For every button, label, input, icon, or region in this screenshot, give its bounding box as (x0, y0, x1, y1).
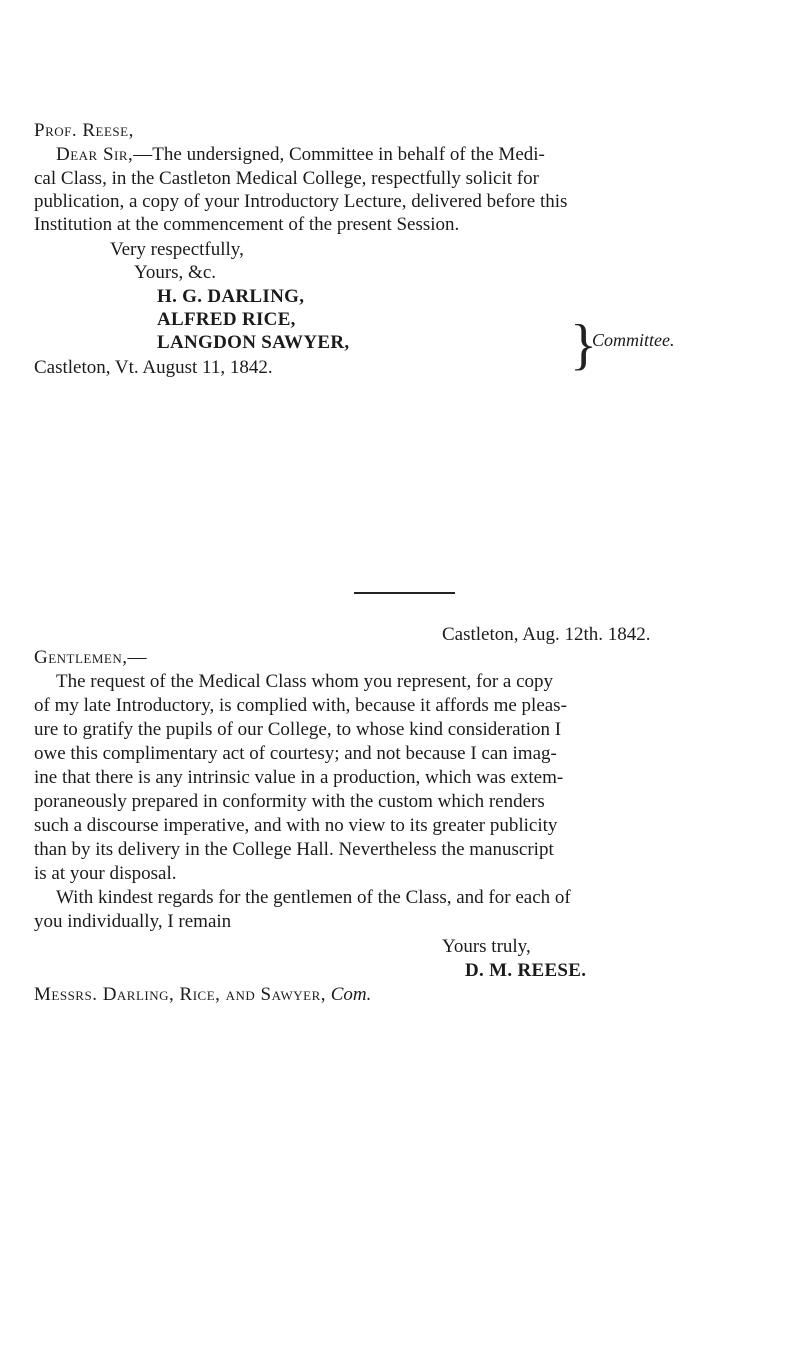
letter2-body-line: than by its delivery in the College Hall. Nevertheless the manuscript (34, 839, 554, 860)
letter2-salutation: Gentlemen,— (34, 647, 148, 668)
letter1-first-line (56, 144, 545, 166)
letter2-signature: D. M. REESE. (465, 960, 587, 981)
letter1-body-line: —The undersigned, Committee in behalf of the Medi- (133, 144, 545, 165)
letter1-salutation-dear: Dear Sir, (56, 144, 134, 165)
signer-darling: H. G. DARLING, (157, 286, 305, 307)
letter1-salutation-prof: Prof. Reese, (34, 120, 134, 141)
letter2-body-line: is at your disposal. (34, 863, 177, 884)
letter1-body-line: publication, a copy of your Introductory Lecture, delivered before this (34, 191, 568, 212)
letter2-body-line: poraneously prepared in conformity with the custom which renders (34, 791, 545, 812)
letter1-closing-yours: Yours, &c. (134, 262, 217, 283)
letter1-place-date: Castleton, Vt. August 11, 1842. (34, 357, 273, 378)
letter1-body-line: Institution at the commencement of the present Session. (34, 214, 460, 235)
section-divider (354, 592, 455, 594)
letter2-place-date: Castleton, Aug. 12th. 1842. (442, 624, 651, 645)
signer-rice: ALFRED RICE, (157, 309, 296, 330)
signer-sawyer: LANGDON SAWYER, (157, 332, 350, 353)
letter2-body-line: ine that there is any intrinsic value in a production, which was extem- (34, 767, 564, 788)
addressee-names: Messrs. Darling, Rice, and Sawyer, (34, 984, 326, 1005)
letter2-body-line: such a discourse imperative, and with no view to its greater publicity (34, 815, 558, 836)
letter2-body-line: of my late Introductory, is complied with, because it affords me pleas- (34, 695, 567, 716)
letter2-body-line: owe this complimentary act of courtesy; and not because I can imag- (34, 743, 557, 764)
addressee-com: Com. (330, 984, 372, 1005)
committee-label: Committee. (592, 330, 675, 350)
signers-brace: } (570, 314, 597, 376)
letter1-body-line: cal Class, in the Castleton Medical College, respectfully solicit for (34, 168, 539, 189)
letter2-body-line: The request of the Medical Class whom you represent, for a copy (56, 671, 554, 692)
letter1-closing-respectfully: Very respectfully, (110, 239, 244, 260)
letter2-body-line: With kindest regards for the gentlemen of the Class, and for each of (56, 887, 571, 908)
letter2-closing: Yours truly, (442, 936, 531, 957)
letter2-body-line: ure to gratify the pupils of our College, to whose kind consideration I (34, 719, 562, 740)
letter2-addressee (34, 984, 371, 1006)
letter2-body-line: you individually, I remain (34, 911, 232, 932)
